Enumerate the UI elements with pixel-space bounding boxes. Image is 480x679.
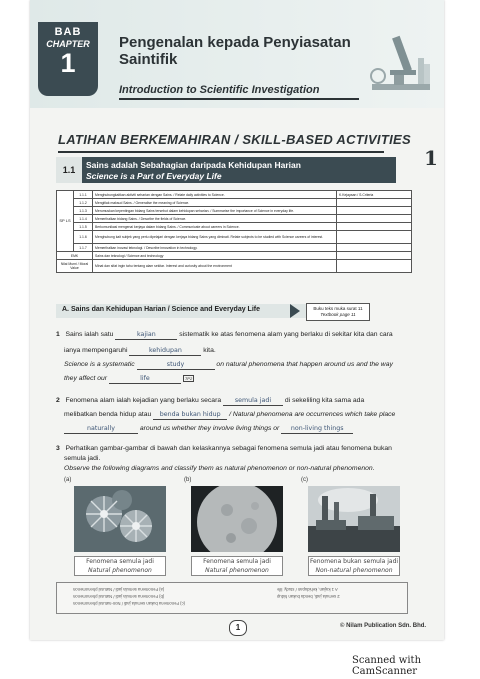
worksheet-page — [30, 0, 444, 640]
tp-badge: TP2 — [184, 375, 193, 381]
q1-text: Sains ialah satu — [65, 331, 114, 338]
textbook-ref-en: Textbook page 11 — [320, 312, 356, 317]
section-title-en: Science is a Part of Everyday Life — [86, 171, 222, 181]
q2-line3 — [64, 423, 353, 435]
q1-text: ianya mempengaruhi — [64, 347, 128, 354]
q2-text: / Natural phenomena are occurrences which take place — [229, 411, 396, 418]
q3-number: 3 — [56, 445, 60, 452]
section-a-title: A. Sains dan Kehidupan Harian / Science and Everyday Life — [62, 306, 261, 313]
caption-b — [191, 556, 283, 576]
criteria-cell — [337, 252, 412, 260]
table-row — [57, 252, 412, 260]
q2-answer-3[interactable]: naturally — [64, 424, 138, 434]
row-text: Memerihalkan bidang Sains. / Describe the fields of Science. — [93, 215, 337, 223]
caption-b-ms: Fenomena semula jadi — [203, 558, 271, 565]
caption-c-en: Non-natural phenomenon — [315, 567, 393, 574]
page-number: 1 — [229, 620, 247, 636]
row-text: Menghubung kait subjek yang perlu dipelajari dengan kerjaya bidang Sains yang diminati. Relate subjects to be studied with Science careers of interest. — [93, 231, 337, 244]
answer-key-box — [56, 582, 408, 614]
caption-b-en: Natural phenomenon — [205, 567, 269, 574]
q2-answer-4[interactable]: non-living things — [281, 424, 353, 434]
row-code: 1.1.6 — [74, 231, 93, 244]
criteria-cell — [337, 223, 412, 231]
answer-key-line: 2 semula jadi, benda bukan hidup — [277, 594, 340, 599]
image-corals — [74, 486, 166, 552]
arrow-icon — [290, 304, 300, 318]
row-text: Merumuskan kepentingan bidang Sains tersebut dalam kehidupan seharian. / Summarise the importance of Science in everyday life. — [93, 207, 337, 215]
q1-line4 — [64, 373, 194, 385]
q1-line2 — [64, 345, 216, 357]
criteria-cell — [337, 215, 412, 223]
q1-answer-4[interactable]: life — [109, 374, 181, 384]
answer-key-line: (c) Fenomena bukan semula jadi / Non-natural phenomenon — [73, 601, 185, 606]
textbook-ref — [306, 303, 370, 321]
criteria-cell — [337, 199, 412, 207]
q2-answer-1[interactable]: semula jadi — [223, 396, 283, 406]
nilai-text: Minat dan sifat ingin tahu tentang alam sekitar. Interest and curiosity about the environment — [93, 260, 337, 273]
q1-text: Science is a systematic — [64, 361, 135, 368]
bab-label: BAB — [54, 26, 82, 38]
activity-underline — [58, 151, 384, 153]
q2-text: Fenomena alam ialah kejadian yang berlaku secara — [65, 397, 222, 404]
q1-text: they affect our — [64, 375, 108, 382]
emk-text: Sains dan teknologi / Science and technology — [93, 252, 337, 260]
q2-answer-2[interactable]: benda bukan hidup — [153, 410, 227, 420]
q1-answer-1[interactable]: kajian — [115, 330, 177, 340]
table-row — [57, 260, 412, 273]
textbook-ref-ms: Buku teks muka surat 11 — [313, 306, 363, 311]
row-code: 1.1.7 — [74, 244, 93, 252]
section-title-ms: Sains adalah Sebahagian daripada Kehidupan Harian — [86, 160, 301, 170]
chapter-tab — [38, 22, 98, 96]
q1-text: on natural phenomena that happen around us and the way — [216, 361, 393, 368]
chapter-title-ms: Pengenalan kepada Penyiasatan Saintifik — [119, 34, 351, 68]
chapter-number: 1 — [60, 48, 76, 78]
image-label-b: (b) — [184, 477, 192, 483]
answer-key-line: (b) Fenomena semula jadi / Natural phenomenon — [73, 594, 165, 599]
criteria-header: K.Kejayaan / S.Criteria — [337, 191, 412, 199]
title-underline — [119, 98, 359, 100]
answer-key-line: A 1 kajian, kehidupan / study, life — [277, 587, 338, 592]
table-row — [57, 191, 412, 199]
caption-a-ms: Fenomena semula jadi — [86, 558, 154, 565]
table-row — [57, 207, 412, 215]
q2-line2 — [64, 409, 395, 421]
table-row — [57, 223, 412, 231]
publisher: © Nilam Publication Sdn. Bhd. — [340, 623, 427, 629]
row-text: Mengitlak maksud Sains. / Generalise the meaning of Science. — [93, 199, 337, 207]
caption-c-ms: Fenomena bukan semula jadi — [309, 558, 399, 565]
criteria-cell — [337, 260, 412, 273]
q2-text: melibatkan benda hidup atau — [64, 411, 152, 418]
q1-line3 — [64, 359, 393, 371]
q1-number: 1 — [56, 331, 60, 338]
q3-line3: Observe the following diagrams and classify them as natural phenomenon or non-natural phenomenon. — [64, 465, 375, 472]
side-chapter-number: 1 — [424, 146, 438, 170]
caption-a-en: Natural phenomenon — [88, 567, 152, 574]
criteria-cell — [337, 207, 412, 215]
row-text: Berkomunikasi mengenai kerjaya dalam bidang Sains. / Communicate about careers in Science. — [93, 223, 337, 231]
q2-text: around us whether they involve living things or — [139, 425, 280, 432]
sp-ls-label: SP LS — [57, 191, 74, 252]
caption-c — [308, 556, 400, 576]
q2-text: di sekeliling kita sama ada — [284, 397, 365, 404]
image-label-a: (a) — [64, 477, 72, 483]
q1-answer-2[interactable]: kehidupan — [129, 346, 201, 356]
image-label-c: (c) — [301, 477, 308, 483]
image-factory — [308, 486, 400, 552]
standards-table — [56, 190, 412, 273]
section-number: 1.1 — [56, 157, 82, 183]
microscope-illustration — [364, 26, 440, 102]
caption-a — [74, 556, 166, 576]
q3-line1 — [56, 443, 392, 455]
activity-title: LATIHAN BERKEMAHIRAN / SKILL-BASED ACTIVITIES — [58, 132, 411, 147]
table-row — [57, 199, 412, 207]
emk-label: EMK — [57, 252, 93, 260]
q3-line2: semula jadi. — [64, 455, 101, 462]
row-text: Menghubungkaitkan aktiviti seharian dengan Sains. / Relate daily activities to Science. — [93, 191, 337, 199]
q1-answer-3[interactable]: study — [137, 360, 215, 370]
row-code: 1.1.2 — [74, 199, 93, 207]
criteria-cell — [337, 244, 412, 252]
q2-number: 2 — [56, 397, 60, 404]
answer-key-line: (a) Fenomena semula jadi / Natural phenomenon — [73, 587, 165, 592]
q3-text: Perhatikan gambar-gambar di bawah dan kelaskannya sebagai fenomena semula jadi atau fenomena bukan — [65, 445, 392, 452]
q1-text: sistematik ke atas fenomena alam yang berlaku di sekitar kita dan cara — [179, 331, 393, 338]
image-moon — [191, 486, 283, 552]
row-code: 1.1.3 — [74, 207, 93, 215]
row-text: Memerihalkan inovasi teknologi. / Describe innovation in technology. — [93, 244, 337, 252]
chapter-title-en: Introduction to Scientific Investigation — [119, 84, 320, 96]
criteria-cell — [337, 231, 412, 244]
row-code: 1.1.4 — [74, 215, 93, 223]
table-row — [57, 244, 412, 252]
nilai-label: Nilai Murni / Moral Value — [57, 260, 93, 273]
scanner-watermark: Scanned with CamScanner — [352, 655, 422, 677]
q2-line1 — [56, 395, 364, 407]
row-code: 1.1.1 — [74, 191, 93, 199]
table-row — [57, 231, 412, 244]
q1-line1 — [56, 329, 393, 341]
row-code: 1.1.5 — [74, 223, 93, 231]
table-row — [57, 215, 412, 223]
q1-text: kita. — [203, 347, 216, 354]
chapter-label: CHAPTER — [46, 39, 90, 49]
